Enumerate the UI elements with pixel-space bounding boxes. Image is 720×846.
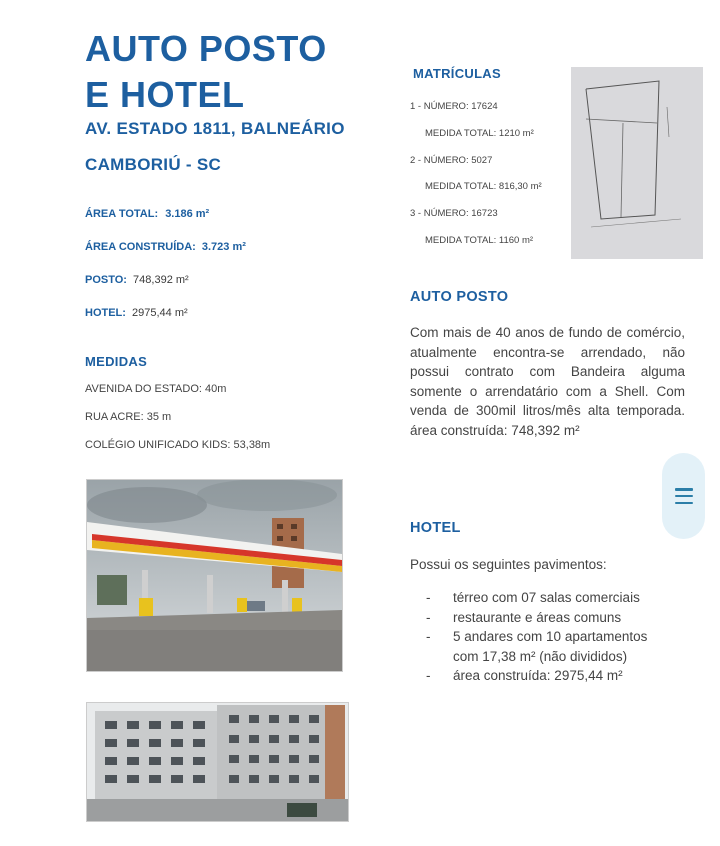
area-hotel xyxy=(85,307,188,319)
hotel-intro: Possui os seguintes pavimentos: xyxy=(410,557,607,572)
hotel-floors-list xyxy=(426,588,666,686)
area-built xyxy=(85,241,246,253)
area-built-label: ÁREA CONSTRUÍDA: xyxy=(85,241,196,253)
matricula-medida: MEDIDA TOTAL: 1160 m² xyxy=(425,235,534,246)
area-posto-label: POSTO: xyxy=(85,274,127,286)
matricula-medida: MEDIDA TOTAL: 816,30 m² xyxy=(425,181,542,192)
area-hotel-value: 2975,44 m² xyxy=(132,307,188,319)
medidas-heading: MEDIDAS xyxy=(85,354,148,369)
area-posto-value: 748,392 m² xyxy=(133,274,189,286)
area-built-value: 3.723 m² xyxy=(201,241,246,253)
hotel-building-photo xyxy=(86,702,349,822)
area-total-label: ÁREA TOTAL: xyxy=(85,208,159,220)
medidas-item: RUA ACRE: 35 m xyxy=(85,411,172,423)
auto-posto-heading: AUTO POSTO xyxy=(410,289,509,305)
list-item: - 5 andares com 10 apartamentos com 17,38 m² (não divididos) xyxy=(426,627,666,666)
area-total xyxy=(85,208,209,220)
hamburger-menu-icon xyxy=(675,488,693,504)
matricula-numero: 1 - NÚMERO: 17624 xyxy=(410,101,498,112)
matricula-medida: MEDIDA TOTAL: 1210 m² xyxy=(425,128,534,139)
menu-button[interactable] xyxy=(662,453,705,539)
title-line-2: E HOTEL xyxy=(85,74,245,115)
matriculas-heading: MATRÍCULAS xyxy=(413,66,501,81)
medidas-item: AVENIDA DO ESTADO: 40m xyxy=(85,383,227,395)
address-line-2: CAMBORIÚ - SC xyxy=(85,155,222,174)
matricula-numero: 3 - NÚMERO: 16723 xyxy=(410,208,498,219)
list-item: - térreo com 07 salas comerciais xyxy=(426,588,666,608)
list-item: - restaurante e áreas comuns xyxy=(426,608,666,628)
page-title xyxy=(85,26,327,118)
area-posto xyxy=(85,274,189,286)
area-hotel-label: HOTEL: xyxy=(85,307,126,319)
list-item: - área construída: 2975,44 m² xyxy=(426,666,666,686)
auto-posto-description: Com mais de 40 anos de fundo de comércio, atualmente encontra-se arrendado, não possui contrato com Bandeira alguma somente o arrendatário com a Shell. Com venda de 300mil litros/mês alta temporada. área construída: 748,392 m² xyxy=(410,325,685,438)
matricula-numero: 2 - NÚMERO: 5027 xyxy=(410,155,493,166)
title-line-1: AUTO POSTO xyxy=(85,28,327,69)
site-plan-image xyxy=(571,67,703,259)
area-total-value: 3.186 m² xyxy=(165,208,210,220)
address-line-1: AV. ESTADO 1811, BALNEÁRIO xyxy=(85,119,345,138)
hotel-heading: HOTEL xyxy=(410,520,461,536)
gas-station-photo xyxy=(86,479,343,672)
medidas-item: COLÉGIO UNIFICADO KIDS: 53,38m xyxy=(85,439,271,451)
